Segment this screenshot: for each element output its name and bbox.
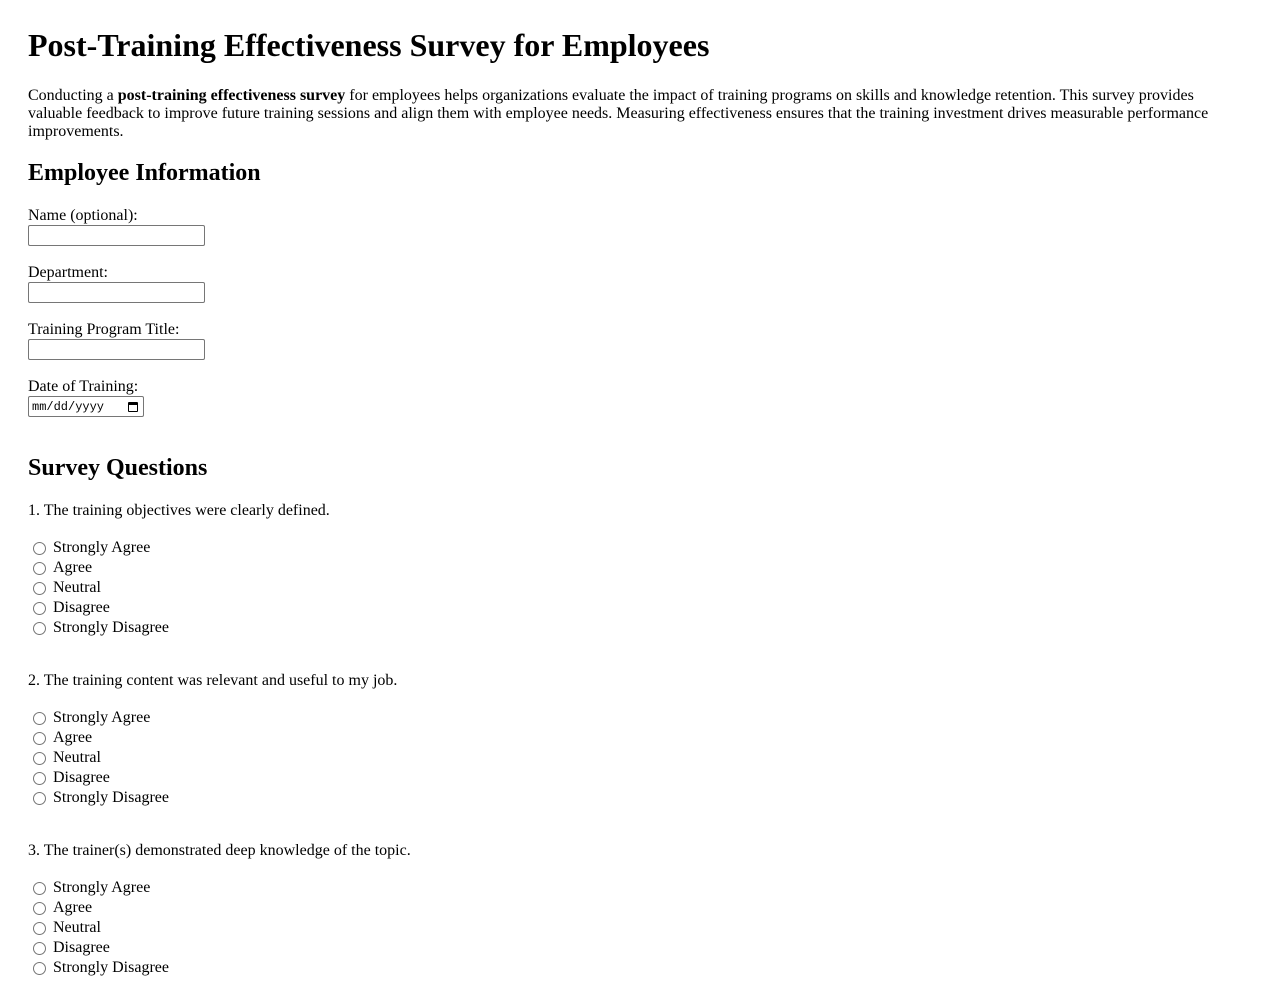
date-label: Date of Training: [28, 378, 139, 395]
option-strongly-agree[interactable] [28, 878, 1235, 898]
option-label: Neutral [53, 749, 101, 766]
intro-text: Conducting a [28, 87, 118, 104]
option-neutral[interactable] [28, 918, 1235, 938]
intro-text-rest: for employees helps organizations evaluate the impact of training programs on skills and knowledge retention. This survey provides valuable feedback to improve future training sessions and align them with employee needs. Measuring effectiveness ensures that the training investment drives measurable performance improvements. [28, 87, 1209, 140]
option-disagree[interactable] [28, 598, 1235, 618]
department-input[interactable] [28, 282, 205, 303]
radio-button[interactable] [33, 792, 46, 805]
calendar-icon[interactable] [128, 402, 138, 412]
option-label: Strongly Agree [53, 709, 151, 726]
option-strongly-disagree[interactable] [28, 618, 1235, 638]
option-label: Strongly Disagree [53, 789, 169, 806]
page-title: Post-Training Effectiveness Survey for Employees [28, 27, 710, 63]
question-text: 3. The trainer(s) demonstrated deep knowledge of the topic. [28, 842, 411, 859]
option-agree[interactable] [28, 728, 1235, 748]
question-text: 1. The training objectives were clearly defined. [28, 502, 330, 519]
employee-info-heading: Employee Information [28, 160, 261, 186]
option-strongly-agree[interactable] [28, 708, 1235, 728]
option-strongly-agree[interactable] [28, 538, 1235, 558]
option-agree[interactable] [28, 558, 1235, 578]
date-input[interactable] [28, 396, 144, 417]
name-label: Name (optional): [28, 207, 138, 224]
option-label: Agree [53, 559, 93, 576]
radio-button[interactable] [33, 882, 46, 895]
option-label: Agree [53, 729, 93, 746]
radio-button[interactable] [33, 902, 46, 915]
radio-button[interactable] [33, 622, 46, 635]
radio-button[interactable] [33, 582, 46, 595]
option-label: Disagree [53, 939, 110, 956]
radio-button[interactable] [33, 602, 46, 615]
option-label: Disagree [53, 599, 110, 616]
question-options [28, 878, 1235, 978]
option-agree[interactable] [28, 898, 1235, 918]
option-label: Neutral [53, 919, 101, 936]
radio-button[interactable] [33, 712, 46, 725]
survey-heading: Survey Questions [28, 455, 208, 481]
option-label: Agree [53, 899, 93, 916]
option-label: Neutral [53, 579, 101, 596]
question-options [28, 708, 1235, 808]
option-neutral[interactable] [28, 748, 1235, 768]
option-strongly-disagree[interactable] [28, 788, 1235, 808]
option-label: Strongly Agree [53, 879, 151, 896]
date-placeholder: mm/dd/yyyy [32, 399, 105, 414]
option-label: Strongly Disagree [53, 619, 169, 636]
radio-button[interactable] [33, 732, 46, 745]
radio-button[interactable] [33, 772, 46, 785]
option-label: Disagree [53, 769, 110, 786]
department-label: Department: [28, 264, 108, 281]
question-options [28, 538, 1235, 638]
question-text: 2. The training content was relevant and useful to my job. [28, 672, 398, 689]
option-label: Strongly Agree [53, 539, 151, 556]
option-neutral[interactable] [28, 578, 1235, 598]
radio-button[interactable] [33, 962, 46, 975]
option-strongly-disagree[interactable] [28, 958, 1235, 978]
radio-button[interactable] [33, 542, 46, 555]
radio-button[interactable] [33, 942, 46, 955]
option-label: Strongly Disagree [53, 959, 169, 976]
radio-button[interactable] [33, 562, 46, 575]
radio-button[interactable] [33, 922, 46, 935]
intro-bold-text: post-training effectiveness survey [117, 87, 346, 104]
intro-paragraph [28, 87, 1223, 141]
program-title-label: Training Program Title: [28, 321, 180, 338]
option-disagree[interactable] [28, 938, 1235, 958]
radio-button[interactable] [33, 752, 46, 765]
option-disagree[interactable] [28, 768, 1235, 788]
survey-questions [28, 502, 1235, 978]
name-input[interactable] [28, 225, 205, 246]
employee-info-form [28, 207, 1235, 417]
program-title-input[interactable] [28, 339, 205, 360]
